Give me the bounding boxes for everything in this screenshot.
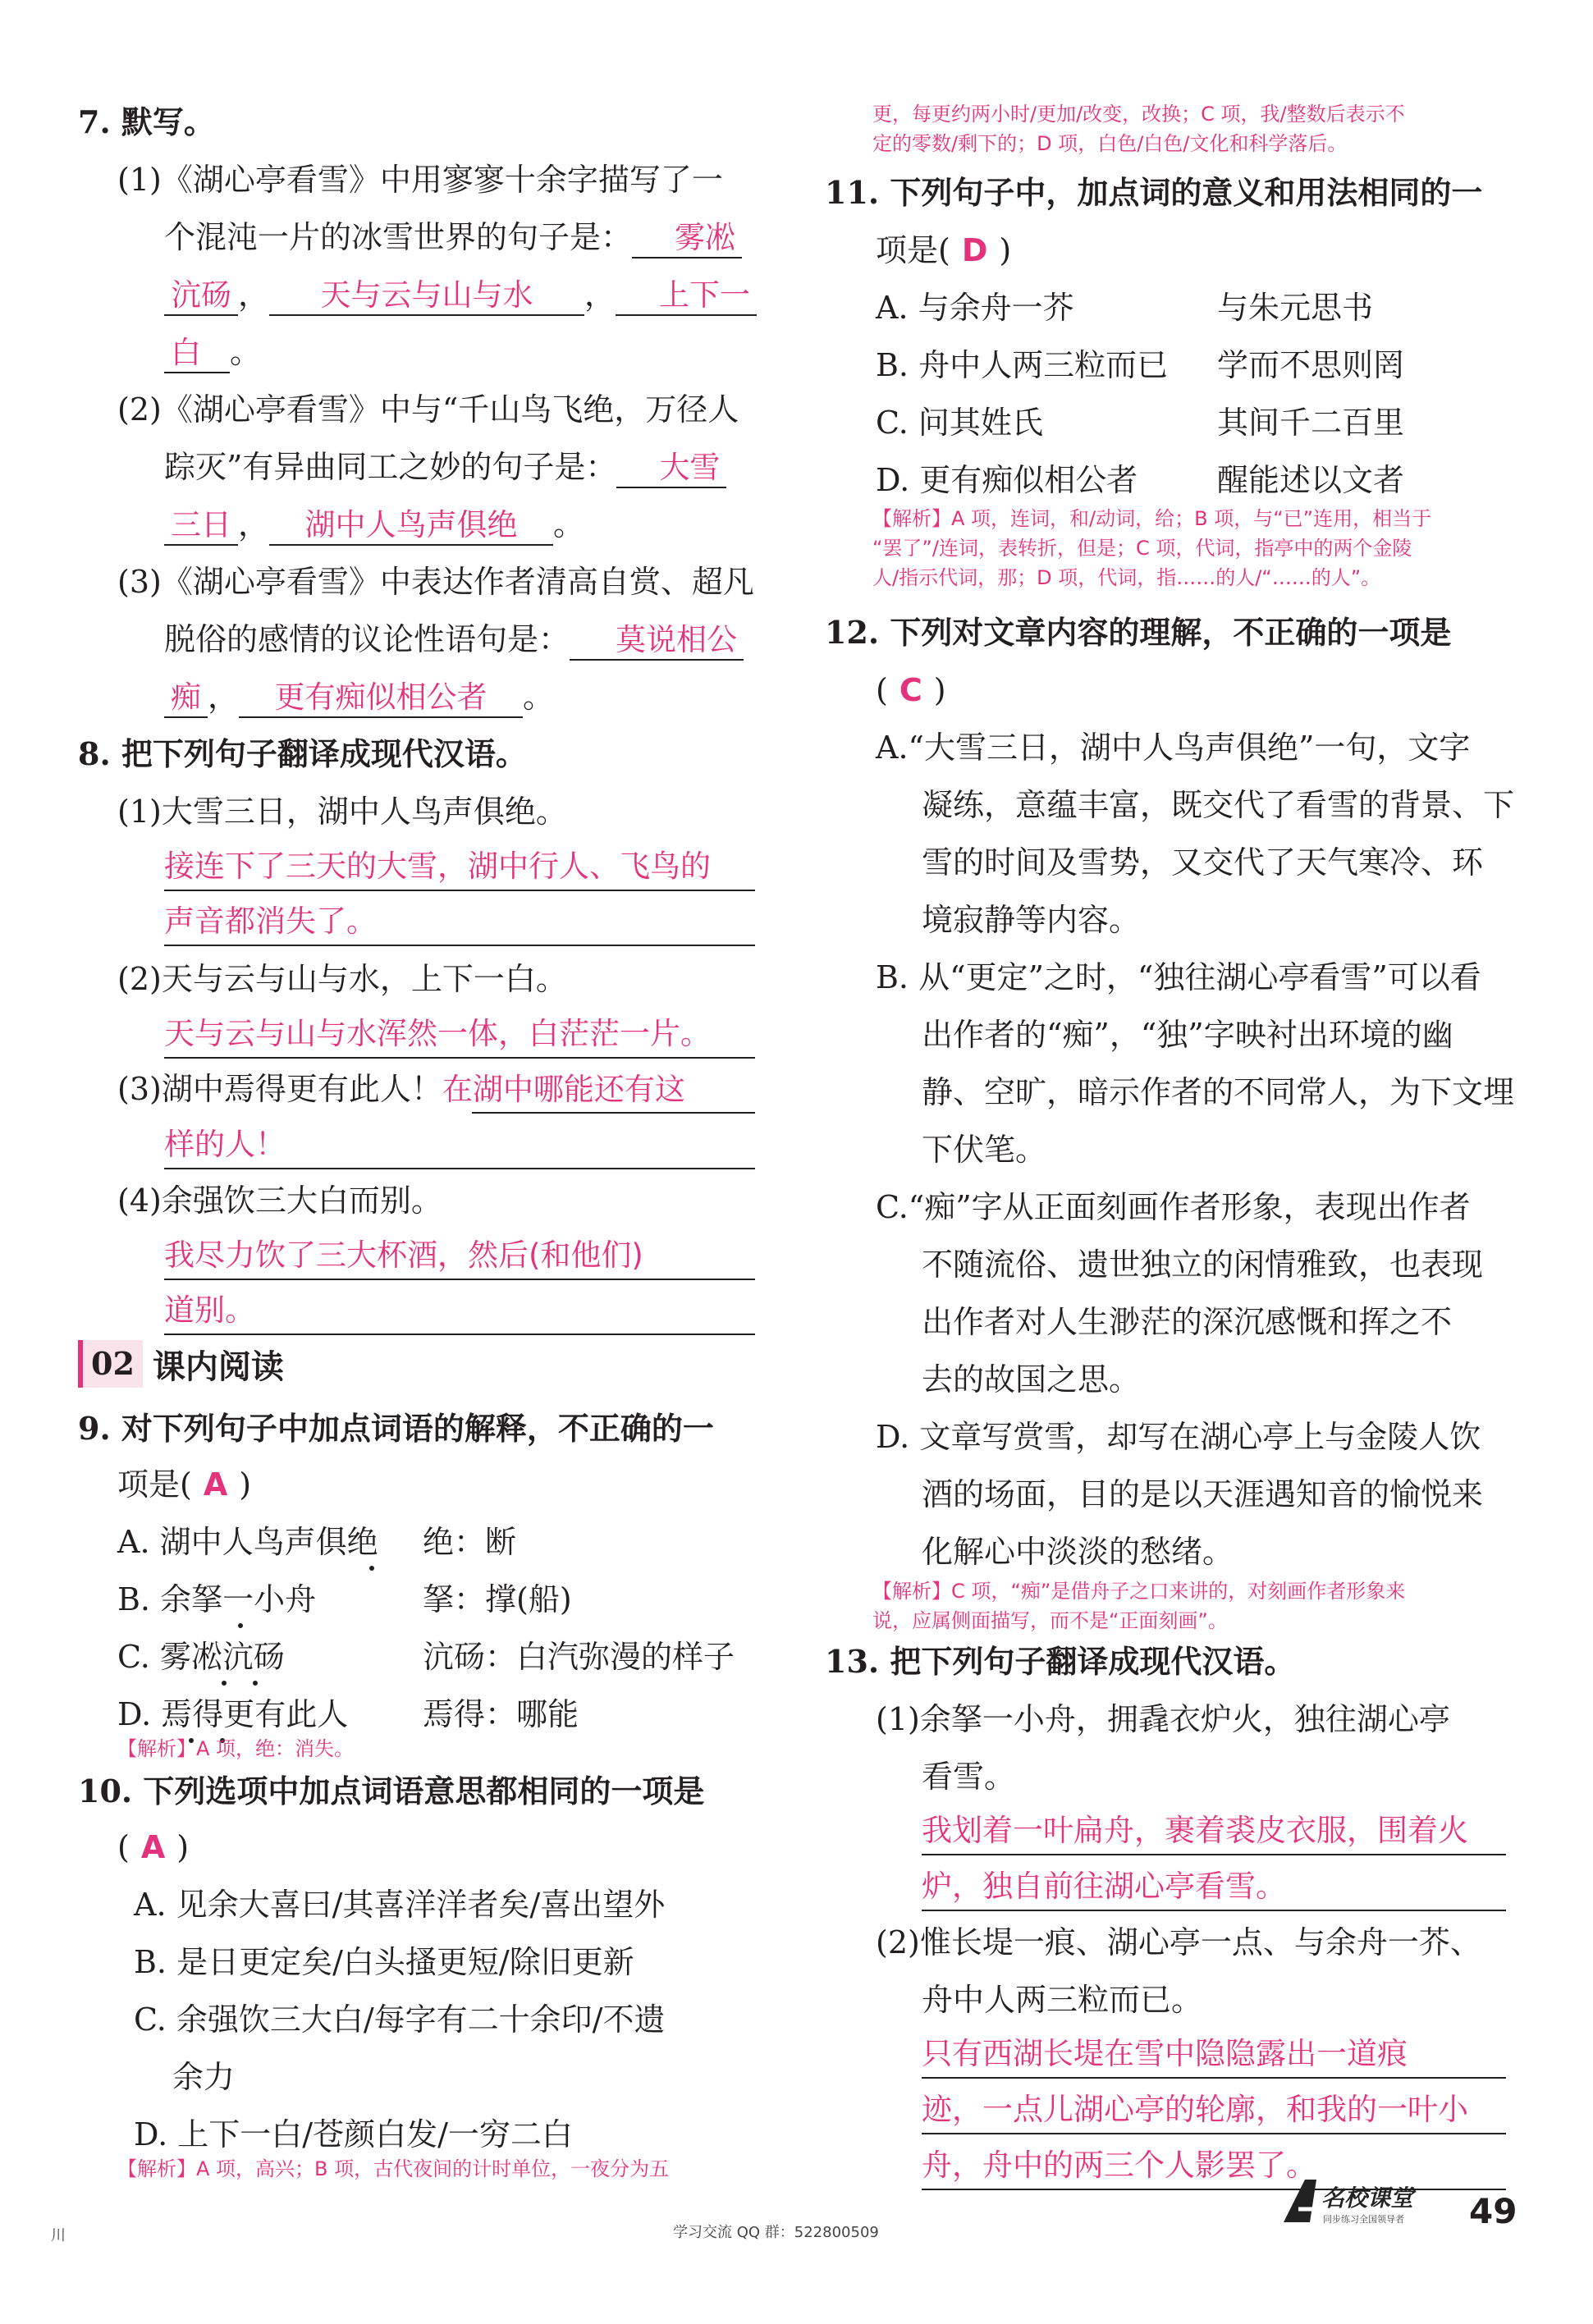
q11-explanation-3: 人/指示代词，那；D 项，代词，指……的人/“……的人”。 <box>872 566 1381 589</box>
q11-option-d-pair: 醒能述以文者 <box>1217 462 1405 498</box>
q10-option-a: A. 见余大喜曰/其喜洋洋者矣/喜出望外 <box>134 1887 666 1923</box>
q7-1-answer-3a: 上下一 <box>616 277 757 316</box>
q7-1-answer-1a: 雾凇 <box>632 219 742 258</box>
answer-line <box>164 945 755 946</box>
q9-answer: A <box>203 1466 228 1503</box>
answer-line <box>164 890 755 891</box>
q12-line2: ( C ) <box>876 672 946 708</box>
q13-1-line2: 看雪。 <box>922 1759 1016 1795</box>
q8-1-answer-b: 声音都消失了。 <box>164 904 377 939</box>
q11-answer: D <box>961 232 988 268</box>
q11-option-a-pair: 与朱元思书 <box>1217 290 1374 326</box>
q12-option-b-3: 静、空旷，暗示作者的不同常人，为下文埋 <box>922 1074 1515 1110</box>
q7-1-line3: 沆砀 ， 天与云与山与水 ， 上下一 <box>164 276 757 316</box>
q10-option-b: B. 是日更定矣/白头搔更短/除旧更新 <box>134 1944 634 1980</box>
q10-option-c-line1: C. 余强饮三大白/每字有二十余印/不遗 <box>134 2001 666 2038</box>
q9-option-b-gloss: 拏：撑(船) <box>423 1581 572 1617</box>
q7-1-answer-3b: 白 <box>164 334 230 373</box>
q7-2-answer-1b: 三日 <box>164 506 238 546</box>
q7-title: 7. 默写。 <box>78 103 215 140</box>
q11-explanation-2: “罢了”/连词，表转折，但是；C 项，代词，指亭中的两个金陵 <box>872 537 1412 560</box>
q13-1-answer-b: 炉，独自前往湖心亭看雪。 <box>922 1869 1286 1904</box>
q12-option-c-2: 不随流俗、遗世独立的闲情雅致，也表现 <box>922 1247 1484 1283</box>
logo-icon <box>1280 2176 1457 2227</box>
q10-explanation-cont-1: 更，每更约两小时/更加/改变，改换；C 项，我/整数后表示不 <box>872 103 1405 126</box>
q12-option-d-2: 酒的场面，目的是以天涯遇知音的愉悦来 <box>922 1476 1484 1512</box>
q7-3-line2: 脱俗的感情的议论性语句是： 莫说相公 <box>164 620 744 661</box>
q12-option-b-1: B. 从“更定”之时，“独往湖心亭看雪”可以看 <box>876 959 1481 995</box>
q13-2-line2: 舟中人两三粒而已。 <box>922 1982 1203 2018</box>
answer-line <box>922 2077 1506 2079</box>
q9-option-c: C. 雾凇沆砀 <box>117 1639 285 1675</box>
q8-4-answer-b: 道别。 <box>164 1292 255 1328</box>
q9-option-d-gloss: 焉得：哪能 <box>423 1696 579 1732</box>
q7-3-line1: (3)《湖心亭看雪》中表达作者清高自赏、超凡 <box>117 564 754 600</box>
q9-explanation: 【解析】A 项，绝：消失。 <box>117 1737 355 1760</box>
q11-line1: 11. 下列句子中，加点词的意义和用法相同的一 <box>825 174 1483 211</box>
emphasis-dot <box>369 1566 374 1571</box>
section-header <box>78 1338 284 1390</box>
q12-option-d-1: D. 文章写赏雪，却写在湖心亭上与金陵人饮 <box>876 1419 1481 1455</box>
q9-option-b: B. 余拏一小舟 <box>117 1581 317 1617</box>
q7-2-line3: 三日 ， 湖中人鸟声俱绝 。 <box>164 506 584 546</box>
q10-explanation-cont-2: 定的零数/剩下的；D 项，白色/白色/文化和科学落后。 <box>872 132 1348 155</box>
q9-option-c-gloss: 沆砀：白汽弥漫的样子 <box>423 1639 735 1675</box>
q8-4-answer-a: 我尽力饮了三大杯酒，然后(和他们) <box>164 1237 643 1273</box>
emphasis-dot <box>238 1623 243 1628</box>
q8-2-answer: 天与云与山与水浑然一体，白茫茫一片。 <box>164 1016 711 1051</box>
q7-3-answer-1b: 痴 <box>164 679 208 718</box>
q12-option-a-2: 凝练，意蕴丰富，既交代了看雪的背景、下 <box>922 787 1515 823</box>
q13-2-answer-c: 舟，舟中的两三个人影罢了。 <box>922 2148 1316 2183</box>
q12-option-a-3: 雪的时间及雪势，又交代了天气寒冷、环 <box>922 844 1484 881</box>
q11-option-c-pair: 其间千二百里 <box>1217 405 1405 441</box>
q9-line2: 项是( A ) <box>117 1466 252 1503</box>
q13-1-line1: (1)余拏一小舟，拥毳衣炉火，独往湖心亭 <box>876 1701 1450 1737</box>
q12-option-c-3: 出作者对人生渺茫的深沉感慨和挥之不 <box>922 1304 1453 1340</box>
emphasis-dot <box>222 1681 227 1686</box>
q7-1-line2: 个混沌一片的冰雪世界的句子是： 雾凇 <box>164 218 742 258</box>
q8-1-answer-a: 接连下了三天的大雪，湖中行人、飞鸟的 <box>164 849 711 884</box>
q12-option-c-1: C.“痴”字从正面刻画作者形象，表现出作者 <box>876 1189 1471 1225</box>
q10-explanation: 【解析】A 项，高兴；B 项，古代夜间的计时单位，一夜分为五 <box>117 2157 670 2180</box>
q12-answer: C <box>899 672 922 708</box>
q12-option-c-4: 去的故国之思。 <box>922 1361 1141 1398</box>
q7-3-line3: 痴 ， 更有痴似相公者 。 <box>164 678 554 718</box>
q13-1-answer-a: 我划着一叶扁舟，裹着裘皮衣服，围着火 <box>922 1813 1468 1848</box>
q10-answer: A <box>140 1829 166 1865</box>
q7-2-answer-1a: 大雪 <box>616 449 726 488</box>
q8-title: 8. 把下列句子翻译成现代汉语。 <box>78 735 527 772</box>
q9-option-a: A. 湖中人鸟声俱绝 <box>117 1524 378 1560</box>
q12-option-d-3: 化解心中淡淡的愁绪。 <box>922 1534 1234 1570</box>
q8-3-answer-b: 样的人！ <box>164 1127 286 1162</box>
answer-line <box>164 1168 755 1169</box>
q10-option-c-line2: 余力 <box>172 2059 236 2095</box>
q8-4-question: (4)余强饮三大白而别。 <box>117 1183 442 1219</box>
q10-line1: 10. 下列选项中加点词语意思都相同的一项是 <box>78 1773 705 1809</box>
q10-line2: ( A ) <box>117 1829 190 1865</box>
q13-title: 13. 把下列句子翻译成现代汉语。 <box>825 1643 1296 1680</box>
q7-1-answer-2: 天与云与山与水 <box>269 277 584 316</box>
answer-line <box>164 1057 755 1059</box>
q12-line1: 12. 下列对文章内容的理解，不正确的一项是 <box>825 614 1452 651</box>
section-title: 课内阅读 <box>152 1347 284 1386</box>
q10-option-d: D. 上下一白/苍颜白发/一穷二白 <box>134 2116 573 2152</box>
answer-line <box>472 1112 755 1114</box>
q11-option-b: B. 舟中人两三粒而已 <box>876 347 1169 383</box>
q12-option-b-4: 下伏笔。 <box>922 1132 1047 1168</box>
answer-line <box>164 1279 755 1280</box>
q11-line2: 项是( D ) <box>876 232 1012 268</box>
q12-explanation-2: 说，应属侧面描写，而不是“正面刻画”。 <box>872 1609 1228 1632</box>
answer-line <box>164 1334 755 1335</box>
q13-2-answer-b: 迹，一点儿湖心亭的轮廓，和我的一叶小 <box>922 2092 1468 2127</box>
q8-2-question: (2)天与云与山与水，上下一白。 <box>117 961 567 997</box>
q12-explanation-1: 【解析】C 项，“痴”是借舟子之口来讲的，对刻画作者形象来 <box>872 1580 1406 1603</box>
q11-option-a: A. 与余舟一芥 <box>876 290 1074 326</box>
q7-1-line1: (1)《湖心亭看雪》中用寥寥十余字描写了一 <box>117 162 723 198</box>
q12-option-a-1: A.“大雪三日，湖中人鸟声俱绝”一句，文字 <box>876 730 1471 766</box>
q8-3-answer-a: 在湖中哪能还有这 <box>442 1072 685 1107</box>
emphasis-dot <box>253 1681 258 1686</box>
q7-1-line4: 白 。 <box>164 333 261 373</box>
publisher-logo <box>1280 2176 1457 2227</box>
section-number: 02 <box>78 1340 143 1388</box>
q9-line1: 9. 对下列句子中加点词语的解释，不正确的一 <box>78 1410 714 1447</box>
logo-subtitle: 同步练习全国领导者 <box>1323 2214 1404 2225</box>
q8-3-line1: (3)湖中焉得更有此人！在湖中哪能还有这 <box>117 1071 685 1107</box>
q13-2-answer-a: 只有西湖长堤在雪中隐隐露出一道痕 <box>922 2036 1408 2071</box>
q12-option-b-2: 出作者的“痴”，“独”字映衬出环境的幽 <box>922 1017 1453 1053</box>
answer-line <box>922 2133 1506 2134</box>
q7-3-answer-2: 更有痴似相公者 <box>239 679 523 718</box>
q7-2-line2: 踪灭”有异曲同工之妙的句子是： 大雪 <box>164 448 726 488</box>
q7-2-line1: (2)《湖心亭看雪》中与“千山鸟飞绝，万径人 <box>117 391 739 428</box>
answer-line <box>922 1854 1506 1855</box>
q7-3-answer-1a: 莫说相公 <box>570 621 744 661</box>
logo-text: 名校课堂 <box>1321 2184 1414 2212</box>
answer-line <box>922 1910 1506 1911</box>
q9-option-d: D. 焉得更有此人 <box>117 1696 349 1732</box>
q7-2-answer-2: 湖中人鸟声俱绝 <box>269 506 553 546</box>
q12-option-a-4: 境寂静等内容。 <box>922 902 1141 938</box>
footer-region-mark: 川 <box>51 2227 66 2244</box>
q11-option-d: D. 更有痴似相公者 <box>876 462 1138 498</box>
q11-option-c: C. 问其姓氏 <box>876 405 1043 441</box>
q13-2-line1: (2)惟长堤一痕、湖心亭一点、与余舟一芥、 <box>876 1924 1481 1960</box>
q11-option-b-pair: 学而不思则罔 <box>1217 347 1405 383</box>
q7-1-answer-1b: 沆砀 <box>164 277 238 316</box>
q8-1-question: (1)大雪三日，湖中人鸟声俱绝。 <box>117 794 567 830</box>
q11-explanation-1: 【解析】A 项，连词，和/动词，给；B 项，与“已”连用，相当于 <box>872 507 1432 530</box>
footer-qq-group: 学习交流 QQ 群：522800509 <box>673 2224 879 2241</box>
q9-option-a-gloss: 绝：断 <box>423 1524 517 1560</box>
page-number: 49 <box>1469 2191 1517 2231</box>
